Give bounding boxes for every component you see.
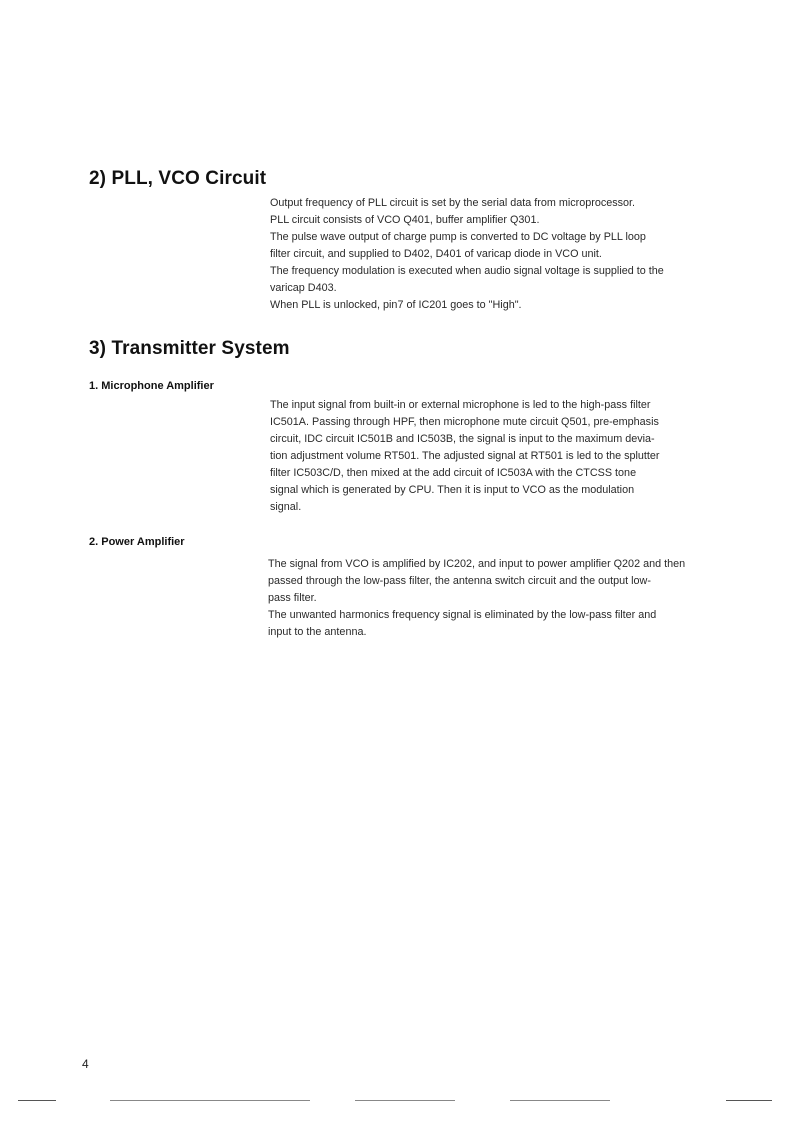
page-number: 4 <box>82 1057 89 1071</box>
microphone-amplifier-description: The input signal from built-in or external microphone is led to the high-pass filter IC501A. Passing through HPF, then microphone mute circuit Q501, pre-emphasis circuit, IDC circuit IC501B and IC503B, the signal is input to the maximum devia- tion adjustment volume RT501. The adjusted signal at RT501 is led to the splutter filter IC503C/D, then mixed at the add circuit of IC503A with the CTCSS tone signal which is generated by CPU. Then it is input to VCO as the modulation signal. <box>270 399 660 513</box>
footer-divider <box>510 1100 610 1101</box>
subsection-title-power-amplifier: 2. Power Amplifier <box>89 536 185 548</box>
footer-divider <box>726 1100 772 1101</box>
pll-vco-description: Output frequency of PLL circuit is set by the serial data from microprocessor. PLL circuit consists of VCO Q401, buffer amplifier Q301. The pulse wave output of charge pump is converted to DC voltage by PLL loop filter circuit, and supplied to D402, D401 of varicap diode in VCO unit. The frequency modulation is executed when audio signal voltage is supplied to the varicap D403. When PLL is unlocked, pin7 of IC201 goes to "High". <box>270 197 664 311</box>
footer-divider <box>355 1100 455 1101</box>
footer-divider <box>18 1100 56 1101</box>
section-title-transmitter: 3) Transmitter System <box>89 338 290 359</box>
footer-divider <box>110 1100 310 1101</box>
power-amplifier-description: The signal from VCO is amplified by IC202, and input to power amplifier Q202 and then passed through the low-pass filter, the antenna switch circuit and the output low- pass filter. The unwanted harmonics frequency signal is eliminated by the low-pass filter and input to the antenna. <box>268 558 686 638</box>
subsection-title-microphone-amplifier: 1. Microphone Amplifier <box>89 380 214 392</box>
section-title-pll-vco: 2) PLL, VCO Circuit <box>89 168 267 189</box>
